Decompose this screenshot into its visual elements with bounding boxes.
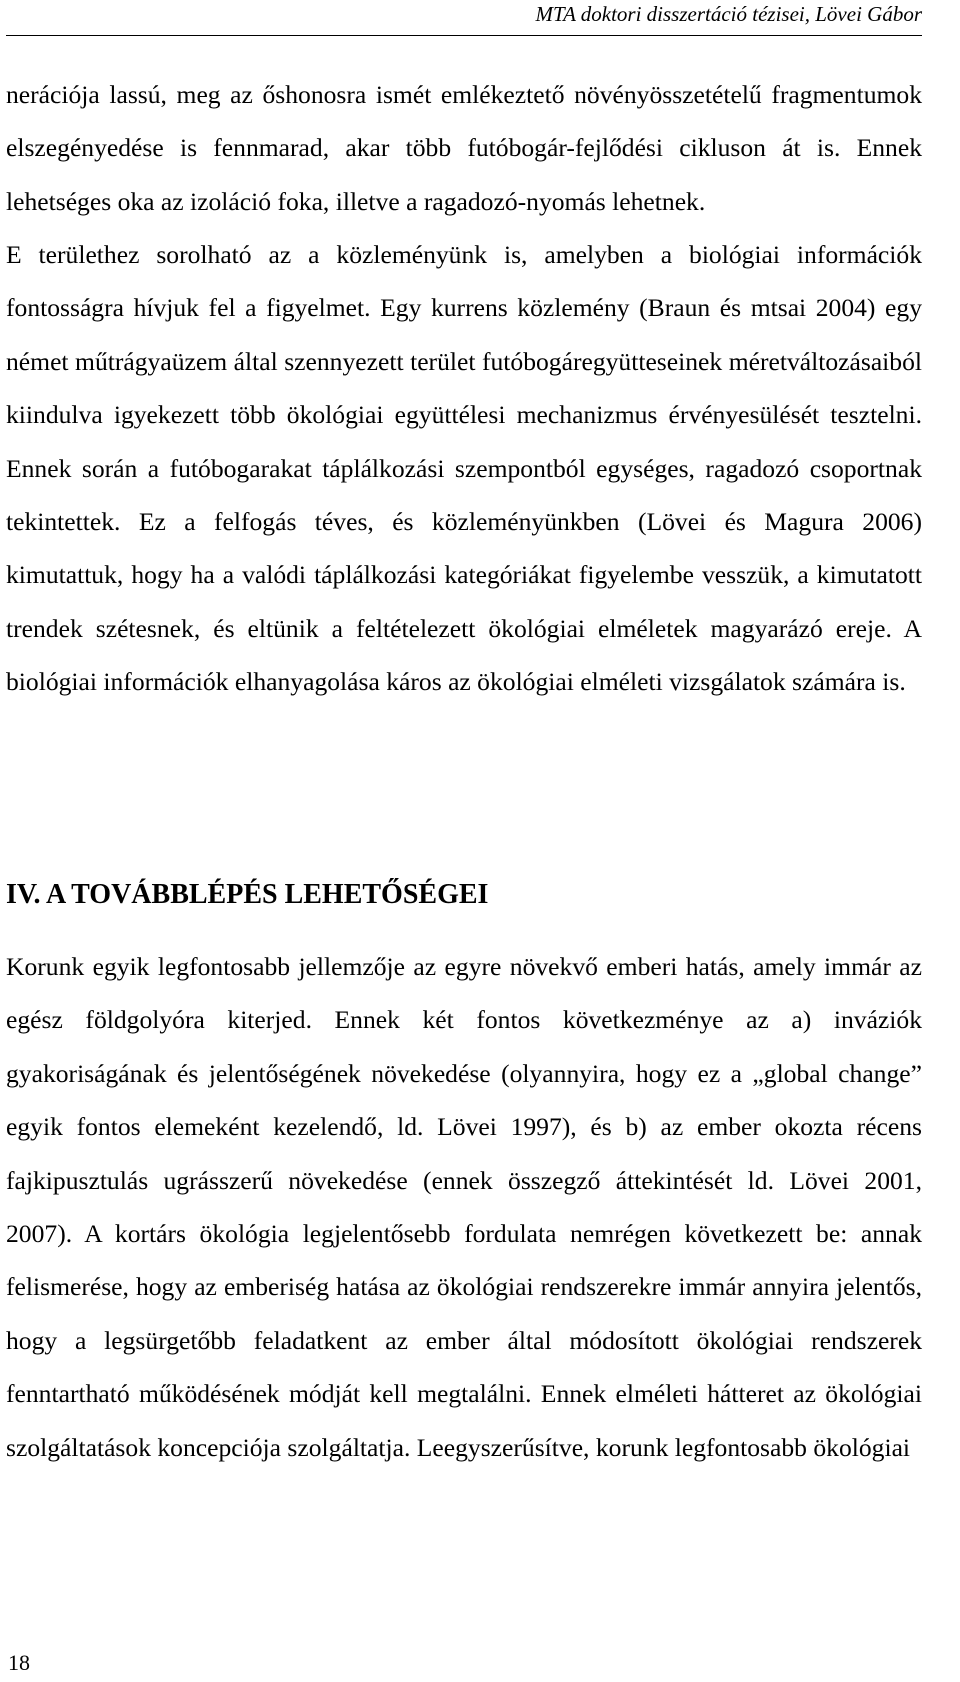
header-rule bbox=[6, 35, 922, 36]
paragraph-future-directions: Korunk egyik legfontosabb jellemzője az egyre növekvő emberi hatás, amely immár az egész földgolyóra kiterjed. Ennek két fontos következménye az a) inváziók gyakoriságának és jelentőségének növekedése (olyannyira, hogy ez a „global change” egyik fontos elemeként kezelendő, ld. Lövei 1997), és b) az ember okozta récens fajkipusztulás ugrásszerű növekedése (ennek összegző áttekintését ld. Lövei 2001, 2007). A kortárs ökológia legjelentősebb fordulata nemrégen következett be: annak felismerése, hogy az emberiség hatása az ökológiai rendszerekre immár annyira jelentős, hogy a legsürgetőbb feladatkent az ember által módosított ökológiai rendszerek fenntartható működésének módját kell megtalálni. Ennek elméleti hátteret az ökológiai szolgáltatások koncepciója szolgáltatja. Leegyszerűsítve, korunk legfontosabb ökológiai bbox=[6, 952, 922, 1462]
paragraph-continuation: nerációja lassú, meg az őshonosra ismét emlékeztető növényösszetételű fragmentumok elszegényedése is fennmarad, akar több futóbogár-fejlődési cikluson át is. Ennek lehetséges oka az izoláció foka, illetve a ragadozó-nyomás lehetnek. bbox=[6, 80, 922, 216]
page-number: 18 bbox=[8, 1650, 30, 1675]
paragraph-biological-information: E területhez sorolható az a közleményünk is, amelyben a biológiai információk fontosságra hívjuk fel a figyelmet. Egy kurrens közlemény (Braun és mtsai 2004) egy német műtrágyaüzem által szennyezett terület futóbogáregyütteseinek méretváltozásaiból kiindulva igyekezett több ökológiai együttélesi mechanizmus érvényesülését tesztelni. Ennek során a futóbogarakat táplálkozási szempontból egységes, ragadozó csoportnak tekintettek. Ez a felfogás téves, és közleményünkben (Lövei és Magura 2006) kimutattuk, hogy ha a valódi táplálkozási kategóriákat figyelembe vesszük, a kimutatott trendek szétesnek, és eltünik a feltételezett ökológiai elméletek magyarázó ereje. A biológiai információk elhanyagolása káros az ökológiai elméleti vizsgálatok számára is. bbox=[6, 240, 922, 697]
section-heading: IV. A TOVÁBBLÉPÉS LEHETŐSÉGEI bbox=[6, 879, 489, 910]
running-header: MTA doktori disszertáció tézisei, Lövei Gábor bbox=[535, 2, 922, 26]
